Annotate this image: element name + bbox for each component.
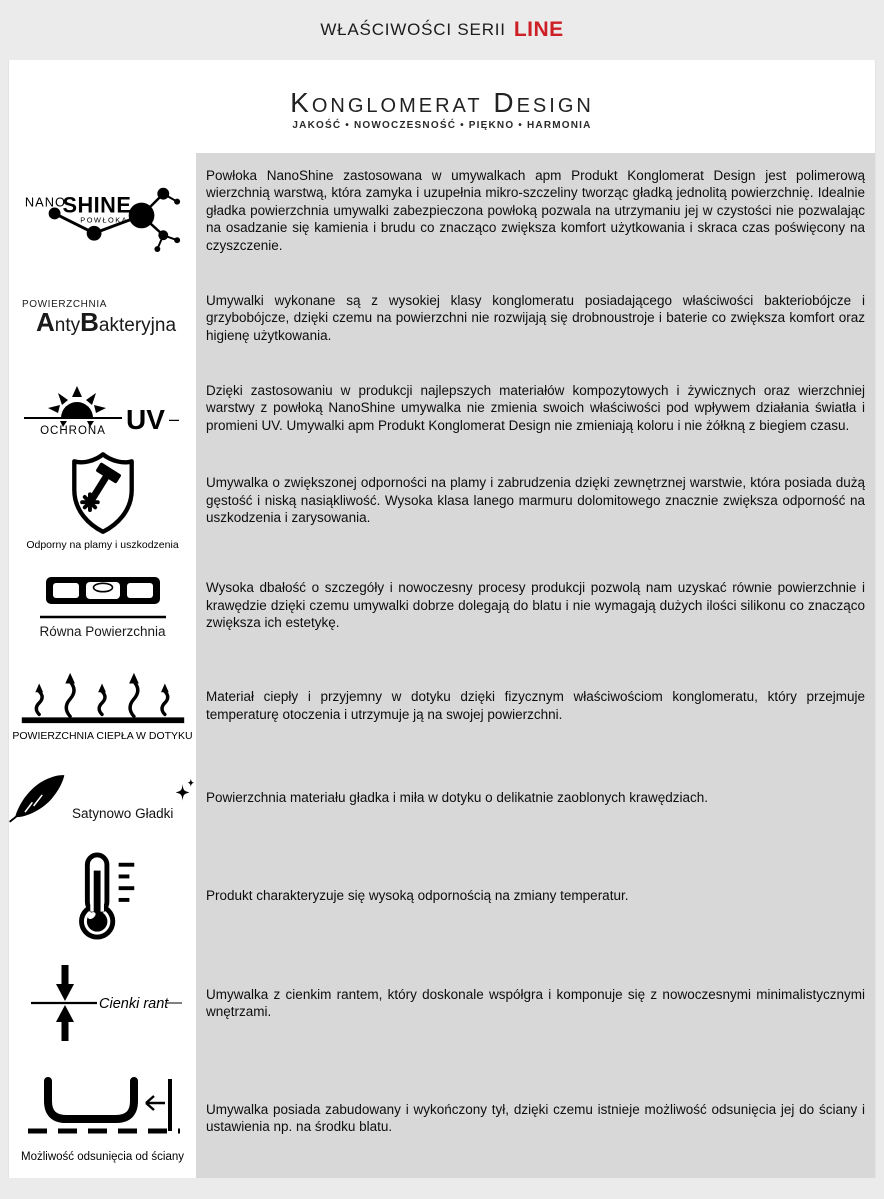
thermometer-icon-cell — [9, 843, 196, 948]
shield-text-cell — [196, 448, 875, 553]
page-title-series: LINE — [513, 18, 564, 41]
feature-text: Powłoka NanoShine zastosowana w umywalkach apm Produkt Konglomerat Design jest polimerową wierzchnią warstwą, która zamyka i uzupełnia mikro-szczeliny tworząc gładką jednolitą powierzchnię. Idealnie gładka powierzchnia umywalki zabezpieczona powłoką pozwala na utrzymaniu jej w czystości nie pozwalając na osadzanie się kamienia i brudu co znacząco zwiększa komfort użytkowania i skraca czas poświęcony na czyszczenie. — [206, 167, 865, 253]
uv-icon-cell — [9, 368, 196, 448]
nanoshine-text-cell — [196, 153, 875, 268]
antibacterial-label-top: POWIERZCHNIA — [22, 298, 107, 310]
antibacterial-icon-cell — [9, 268, 196, 368]
nanoshine-label-powloka: POWŁOKA — [79, 214, 128, 224]
shield-caption: Odporny na plamy i uszkodzenia — [26, 539, 179, 551]
feature-row-temperature — [9, 843, 875, 948]
spirit-level-icon — [36, 573, 170, 623]
satin-caption: Satynowo Gładki — [72, 806, 174, 821]
antibacterial-text-cell — [196, 268, 875, 368]
brand-block — [9, 88, 875, 132]
uv-text-cell — [196, 368, 875, 448]
warm-text-cell — [196, 658, 875, 753]
wall-offset-icon-cell — [9, 1058, 196, 1178]
header-bar — [0, 0, 884, 60]
feather-icon — [9, 765, 68, 831]
wall-offset-caption: Możliwość odsunięcia od ściany — [21, 1151, 184, 1163]
uv-label-uv: UV — [126, 404, 165, 435]
thin-rim-dash: — — [166, 994, 182, 1011]
antibacterial-rest: akteryjna — [98, 314, 177, 336]
feature-text: Dzięki zastosowaniu w produkcji najlepszych materiałów kompozytowych i żywicznych oraz wierzchniej warstwy z powłoką NanoShine umywalka nie zmienia swoich właściwości pod wpływem działania światła i promieni UV. Umywalki apm Produkt Konglomerat Design nie zmieniają koloru i nie żółkną z biegiem czasu. — [206, 382, 865, 433]
antibacterial-label — [9, 299, 196, 338]
thermometer-icon — [60, 851, 146, 941]
warm-touch-icon — [17, 670, 189, 728]
feature-row-even-surface — [9, 553, 875, 658]
feature-text: Umywalka z cienkim rantem, który doskonale współgra i komponuje się z nowoczesnymi minimalistycznymi wnętrzami. — [206, 986, 865, 1019]
feature-text: Produkt charakteryzuje się wysoką odpornością na zmiany temperatur. — [206, 887, 629, 903]
feature-text: Umywalka posiada zabudowany i wykończony tył, dzięki czemu istnieje możliwość odsunięcia jej do ściany i ustawienia np. na środku blatu. — [206, 1101, 865, 1134]
uv-label-ochrona: OCHRONA — [40, 425, 106, 437]
feature-text: Wysoka dbałość o szczegóły i nowoczesny procesy produkcji pozwolą nam uzyskać równie powierzchnie i krawędzie dzięki czemu umywalki dobrze dolegają do blatu i nie wymagają dużych ilości silikonu co znacząco zwiększa ich estetykę. — [206, 580, 865, 631]
feature-row-warm-touch — [9, 658, 875, 753]
feature-text: Umywalki wykonane są z wysokiej klasy konglomeratu posiadającego właściwości bakteriobójcze i grzybobójcze, dzięki czemu na powierzchni nie rozwijają się drobnoustroje i baterie co zwiększa komfort oraz higienę użytkowania. — [206, 292, 865, 343]
thin-rim-text-cell — [196, 948, 875, 1058]
sparkle-icon — [175, 773, 196, 805]
antibacterial-label-main — [9, 306, 196, 338]
feature-text: Materiał ciepły i przyjemny w dotyku dzięki fizycznym właściwościom konglomeratu, który przejmuje temperaturę otoczenia i utrzymuje ją na swojej powierzchni. — [206, 689, 865, 722]
thin-rim-icon — [23, 961, 183, 1045]
content-panel — [8, 60, 876, 1178]
page-title: WŁAŚCIWOŚCI SERII — [320, 20, 506, 39]
antibacterial-nty: nty — [54, 314, 81, 336]
feature-text: Powierzchnia materiału gładka i miła w dotyku o delikatnie zaoblonych krawędziach. — [206, 790, 709, 806]
nanoshine-icon-cell — [9, 153, 196, 268]
feature-row-uv — [9, 368, 875, 448]
thin-rim-icon-cell — [9, 948, 196, 1058]
antibacterial-b: B — [80, 306, 99, 337]
thin-rim-caption: Cienki rant — [98, 996, 168, 1012]
feature-row-stain-resistant — [9, 448, 875, 553]
nanoshine-label-nano: NANO — [24, 194, 66, 210]
feature-row-antibacterial — [9, 268, 875, 368]
brand-tagline: JAKOŚĆ • NOWOCZESNOŚĆ • PIĘKNO • HARMONIA — [292, 120, 592, 131]
thermometer-text-cell — [196, 843, 875, 948]
feature-list — [9, 153, 875, 1178]
shield-icon-cell — [9, 448, 196, 553]
wall-offset-icon — [22, 1073, 184, 1147]
warm-icon-cell — [9, 658, 196, 753]
brand-name: Konglomerat Design — [290, 87, 594, 118]
level-text-cell — [196, 553, 875, 658]
feature-row-nanoshine — [9, 153, 875, 268]
level-caption: Równa Powierzchnia — [39, 623, 166, 639]
wall-offset-text-cell — [196, 1058, 875, 1178]
stain-shield-icon — [63, 450, 143, 537]
feature-row-thin-rim — [9, 948, 875, 1058]
feature-text: Umywalka o zwiększonej odporności na plamy i zabrudzenia dzięki zewnętrznej warstwie, która posiada dużą gęstość i niską nasiąkliwość. Wysoka klasa lanego marmuru dolomitowego znacznie zwiększa odporność na uszkodzenia i zarysowania. — [206, 475, 865, 526]
nanoshine-label-shine: SHINE — [61, 191, 131, 217]
antibacterial-a: A — [36, 306, 55, 337]
feature-row-satin-smooth — [9, 753, 875, 843]
satin-text-cell — [196, 753, 875, 843]
uv-label-dash: – — [169, 409, 180, 429]
uv-protection-icon — [20, 378, 185, 438]
satin-icon-cell — [9, 753, 196, 843]
nanoshine-molecule-icon — [19, 164, 187, 258]
warm-caption: POWIERZCHNIA CIEPŁA W DOTYKU — [12, 729, 193, 742]
feature-row-wall-offset — [9, 1058, 875, 1178]
level-icon-cell — [9, 553, 196, 658]
